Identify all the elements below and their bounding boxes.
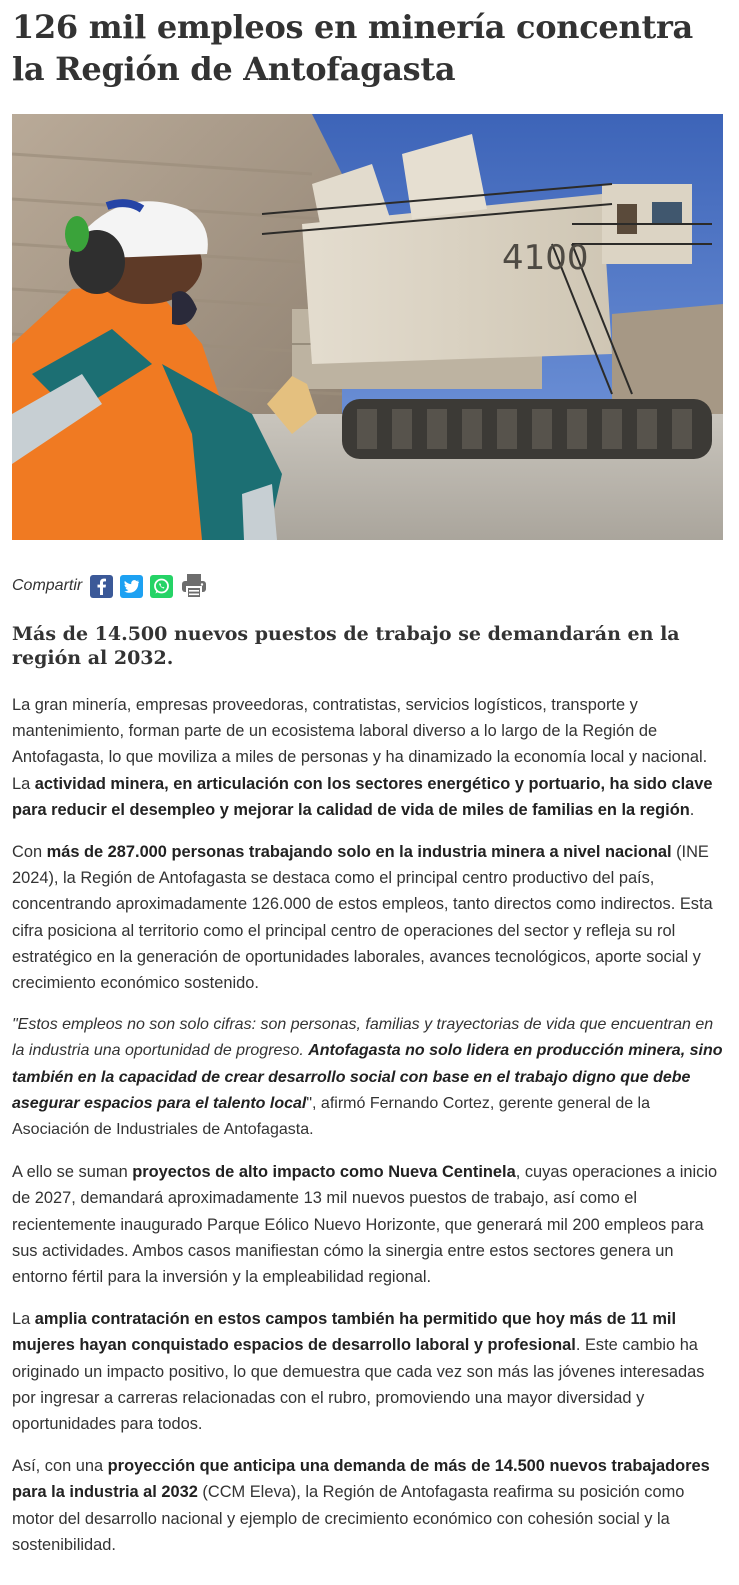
print-icon[interactable] [180, 575, 208, 598]
twitter-icon[interactable] [120, 575, 143, 598]
quote-paragraph: "Estos empleos no son solo cifras: son personas, familias y trayectorias de vida que encuentran en la industria una oportunidad de progreso. Antofagasta no solo lidera en producción minera, sino también en la capacidad de crear desarrollo social con base en el trabajo digno que debe asegurar espacios para el talento local", afirmó Fernando Cortez, gerente general de la Asociación de Industriales de Antofagasta. [12, 1016, 723, 1139]
body-paragraph: La amplia contratación en estos campos también ha permitido que hoy más de 11 mil mujeres hayan conquistado espacios de desarrollo laboral y profesional. Este cambio ha originado un impacto positivo, lo que demuestra que cada vez son más las jóvenes interesadas por ingresar a carreras relacionadas con el rubro, promoviendo una mayor diversidad y oportunidades para todos. [12, 1310, 705, 1434]
body-paragraph: Con más de 287.000 personas trabajando solo en la industria minera a nivel nacional (INE 2024), la Región de Antofagasta se destaca como el principal centro productivo del país, concentrando aproximadamente 126.000 de estos empleos, tanto directos como indirectos. Esta cifra posiciona al territorio como el principal centro de operaciones del sector y refleja su rol estratégico en la generación de oportunidades laborales, avances tecnológicos, aporte social y crecimiento económico sostenido. [12, 843, 713, 993]
article-lead: Más de 14.500 nuevos puestos de trabajo se demandarán en la región al 2032. [12, 623, 680, 669]
mining-shovel-photo [12, 114, 723, 540]
body-paragraph: La gran minería, empresas proveedoras, contratistas, servicios logísticos, transporte y mantenimiento, forman parte de un ecosistema laboral diverso a lo largo de la Región de Antofagasta, lo que moviliza a miles de personas y ha dinamizado la economía local y nacional. La actividad minera, en articulación con los sectores energético y portuario, ha sido clave para reducir el desempleo y mejorar la calidad de vida de miles de familias en la región. [12, 696, 713, 819]
body-paragraph: A ello se suman proyectos de alto impacto como Nueva Centinela, cuyas operaciones a inicio de 2027, demandará aproximadamente 13 mil nuevos puestos de trabajo, así como el recientemente inaugurado Parque Eólico Nuevo Horizonte, que generará mil 200 empleos para sus actividades. Ambos casos manifiestan cómo la sinergia entre estos sectores genera un entorno fértil para la inversión y la empleabilidad regional. [12, 1163, 718, 1287]
facebook-icon[interactable] [90, 575, 113, 598]
article-title: 126 mil empleos en minería concentra la Región de Antofagasta [12, 8, 693, 88]
whatsapp-icon[interactable] [150, 575, 173, 598]
hero-image [12, 114, 723, 540]
machine-number-label: 4100 [502, 238, 589, 278]
article [0, 6, 739, 1558]
body-paragraph: Así, con una proyección que anticipa una demanda de más de 14.500 nuevos trabajadores para la industria al 2032 (CCM Eleva), la Región de Antofagasta reafirma su posición como motor del desarrollo nacional y ejemplo de crecimiento económico con cohesión social y la sostenibilidad. [12, 1457, 710, 1554]
share-bar [12, 572, 727, 600]
share-label: Compartir [12, 577, 83, 594]
